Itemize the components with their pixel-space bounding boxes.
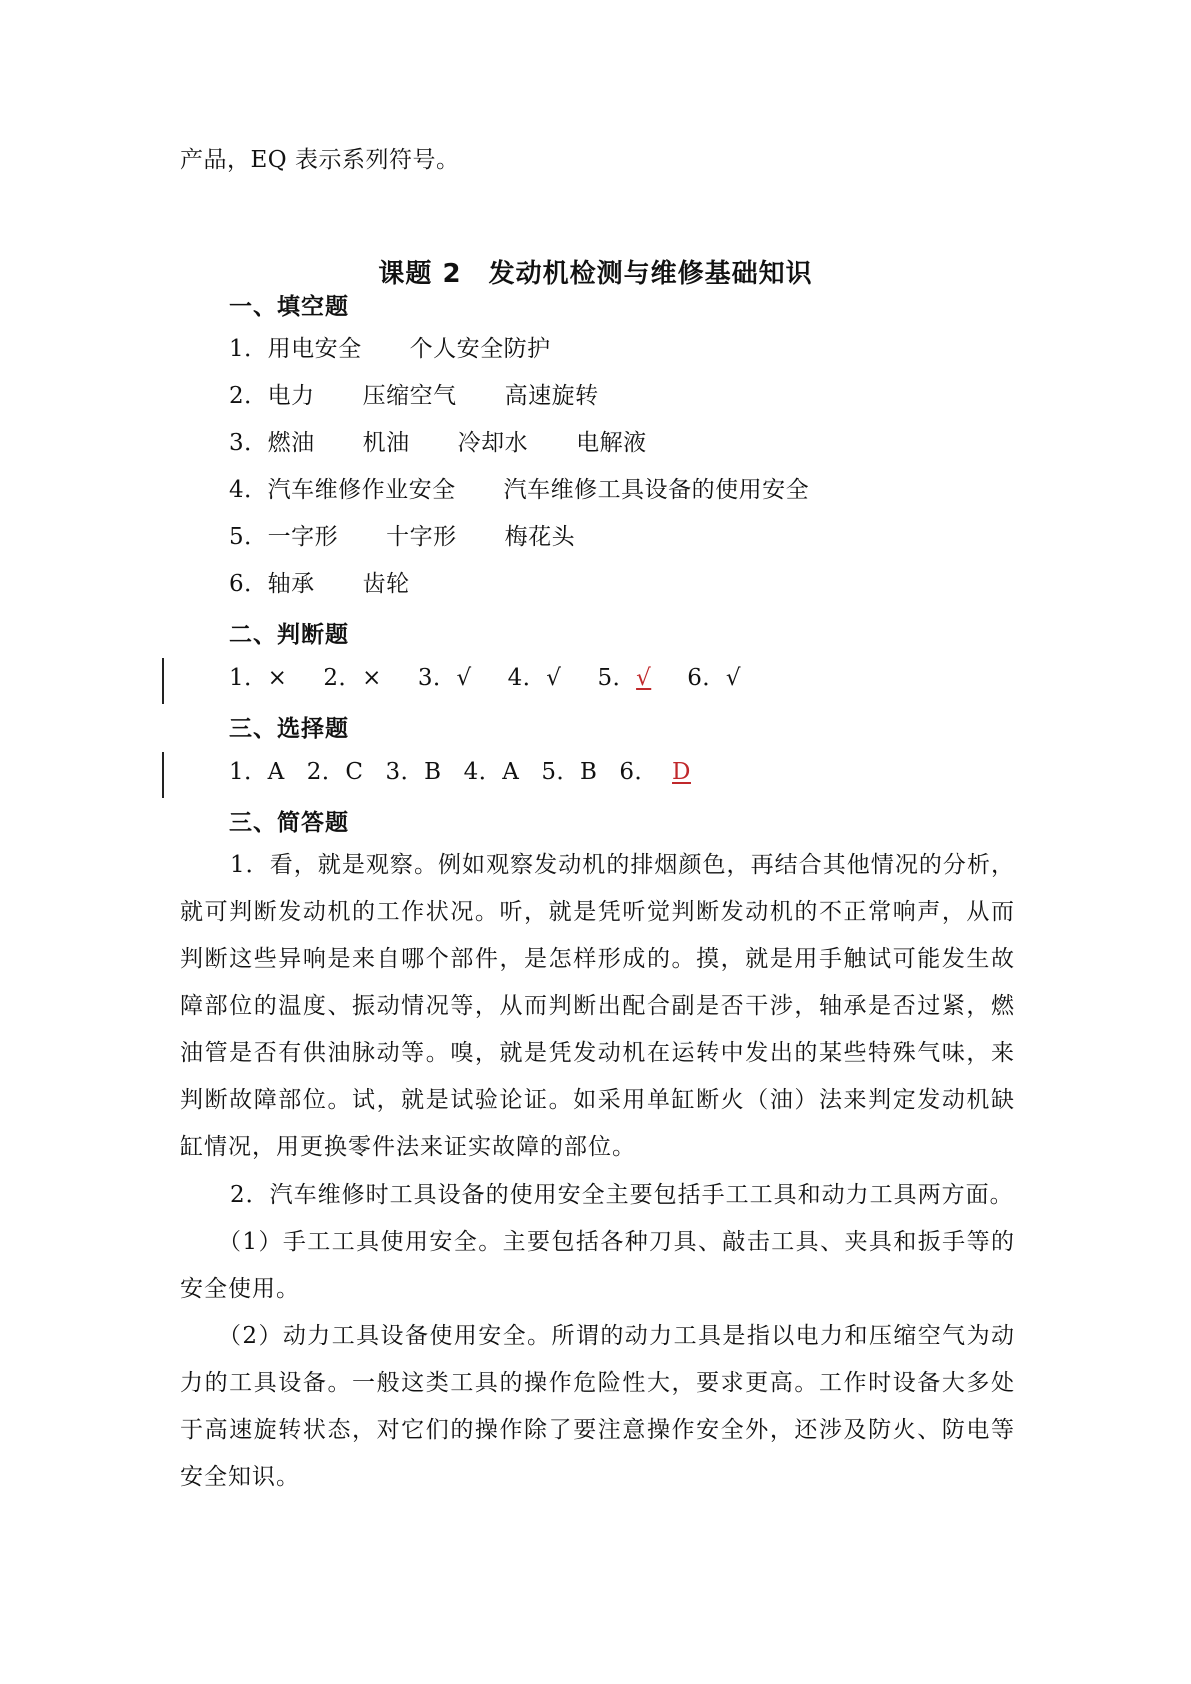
- judge-num: 2．: [323, 665, 363, 691]
- revision-bar: [162, 658, 164, 704]
- fill-item-num: 4．: [229, 477, 268, 503]
- fill-answer: 轴承: [267, 571, 315, 597]
- judge-ans: √: [725, 665, 742, 691]
- choice-num: 4．: [463, 759, 503, 785]
- fill-answer: 用电安全: [267, 336, 362, 362]
- choice-heading: 三、选择题: [229, 716, 349, 742]
- fill-item-num: 3．: [229, 430, 268, 456]
- fill-answer: 电解液: [576, 430, 647, 456]
- lesson-title: 课题 2 发动机检测与维修基础知识: [378, 259, 813, 289]
- fill-answer: 机油: [362, 430, 410, 456]
- fill-answer: 冷却水: [457, 430, 529, 456]
- fill-answer: 一字形: [267, 524, 339, 550]
- choice-ans: A: [267, 759, 285, 785]
- choice-num: 5．: [541, 759, 580, 785]
- fill-item-5: [229, 522, 575, 552]
- fill-answer: 十字形: [386, 524, 457, 550]
- fill-item-3: [229, 428, 647, 458]
- judge-ans-revised: √: [636, 665, 652, 691]
- choice-ans: C: [345, 759, 364, 785]
- short-answer-1: 1．看，就是观察。例如观察发动机的排烟颜色，再结合其他情况的分析，就可判断发动机的工作状况。听，就是凭听觉判断发动机的不正常响声，从而判断这些异响是来自哪个部件，是怎样形成的。摸，就是用手触试可能发生故障部位的温度、振动情况等，从而判断出配合副是否干涉，轴承是否过紧，燃油管是否有供油脉动等。嗅，就是凭发动机在运转中发出的某些特殊气味，来判断故障部位。试，就是试验论证。如采用单缸断火（油）法来判定发动机缺缸情况，用更换零件法来证实故障的部位。: [180, 852, 1015, 1160]
- short-answer-2: 2．汽车维修时工具设备的使用安全主要包括手工工具和动力工具两方面。: [230, 1182, 1014, 1208]
- judge-ans: ×: [267, 665, 288, 691]
- intro-line: 产品，EQ 表示系列符号。: [180, 147, 460, 173]
- fill-item-num: 5．: [229, 524, 268, 550]
- choice-num: 3．: [385, 759, 425, 785]
- judge-heading: 二、判断题: [229, 622, 349, 648]
- judge-num: 6．: [687, 665, 726, 691]
- fill-answer: 高速旋转: [504, 383, 599, 409]
- fill-item-num: 1．: [229, 336, 268, 362]
- short-answer-2-1: （1）手工工具使用安全。主要包括各种刀具、敲击工具、夹具和扳手等的安全使用。: [180, 1229, 1015, 1302]
- fill-item-6: [229, 569, 410, 599]
- fill-answer: 个人安全防护: [409, 336, 551, 362]
- fill-answer: 电力: [267, 383, 315, 409]
- choice-answers: [229, 757, 691, 787]
- fill-item-num: 6．: [229, 571, 268, 597]
- choice-ans: A: [502, 759, 520, 785]
- choice-num: 2．: [306, 759, 346, 785]
- judge-num: 3．: [417, 665, 457, 691]
- choice-num: 6．: [619, 759, 659, 785]
- fill-item-num: 2．: [229, 383, 268, 409]
- judge-num: 4．: [507, 665, 547, 691]
- fill-answer: 梅花头: [504, 524, 576, 550]
- fill-answer: 汽车维修工具设备的使用安全: [503, 477, 810, 503]
- judge-answers: [229, 663, 741, 693]
- fill-answer: 齿轮: [362, 571, 410, 597]
- judge-ans: ×: [362, 665, 382, 691]
- fill-item-2: [229, 381, 599, 411]
- choice-ans-revised: D: [672, 759, 691, 785]
- short-heading: 三、简答题: [229, 810, 349, 836]
- judge-num: 1．: [229, 665, 268, 691]
- judge-ans: √: [546, 665, 562, 691]
- choice-ans: B: [579, 759, 598, 785]
- fill-heading: 一、填空题: [229, 294, 349, 320]
- judge-ans: √: [456, 665, 472, 691]
- fill-answer: 燃油: [267, 430, 315, 456]
- choice-ans: B: [424, 759, 442, 785]
- fill-item-4: [229, 475, 809, 505]
- choice-num: 1．: [229, 759, 268, 785]
- fill-item-1: [229, 334, 551, 364]
- fill-answer: 压缩空气: [362, 383, 457, 409]
- fill-answer: 汽车维修作业安全: [267, 477, 456, 503]
- judge-num: 5．: [597, 665, 637, 691]
- revision-bar: [162, 752, 164, 798]
- short-answer-2-2: （2）动力工具设备使用安全。所谓的动力工具是指以电力和压缩空气为动力的工具设备。一般这类工具的操作危险性大，要求更高。工作时设备大多处于高速旋转状态，对它们的操作除了要注意操作安全外，还涉及防火、防电等安全知识。: [180, 1323, 1015, 1490]
